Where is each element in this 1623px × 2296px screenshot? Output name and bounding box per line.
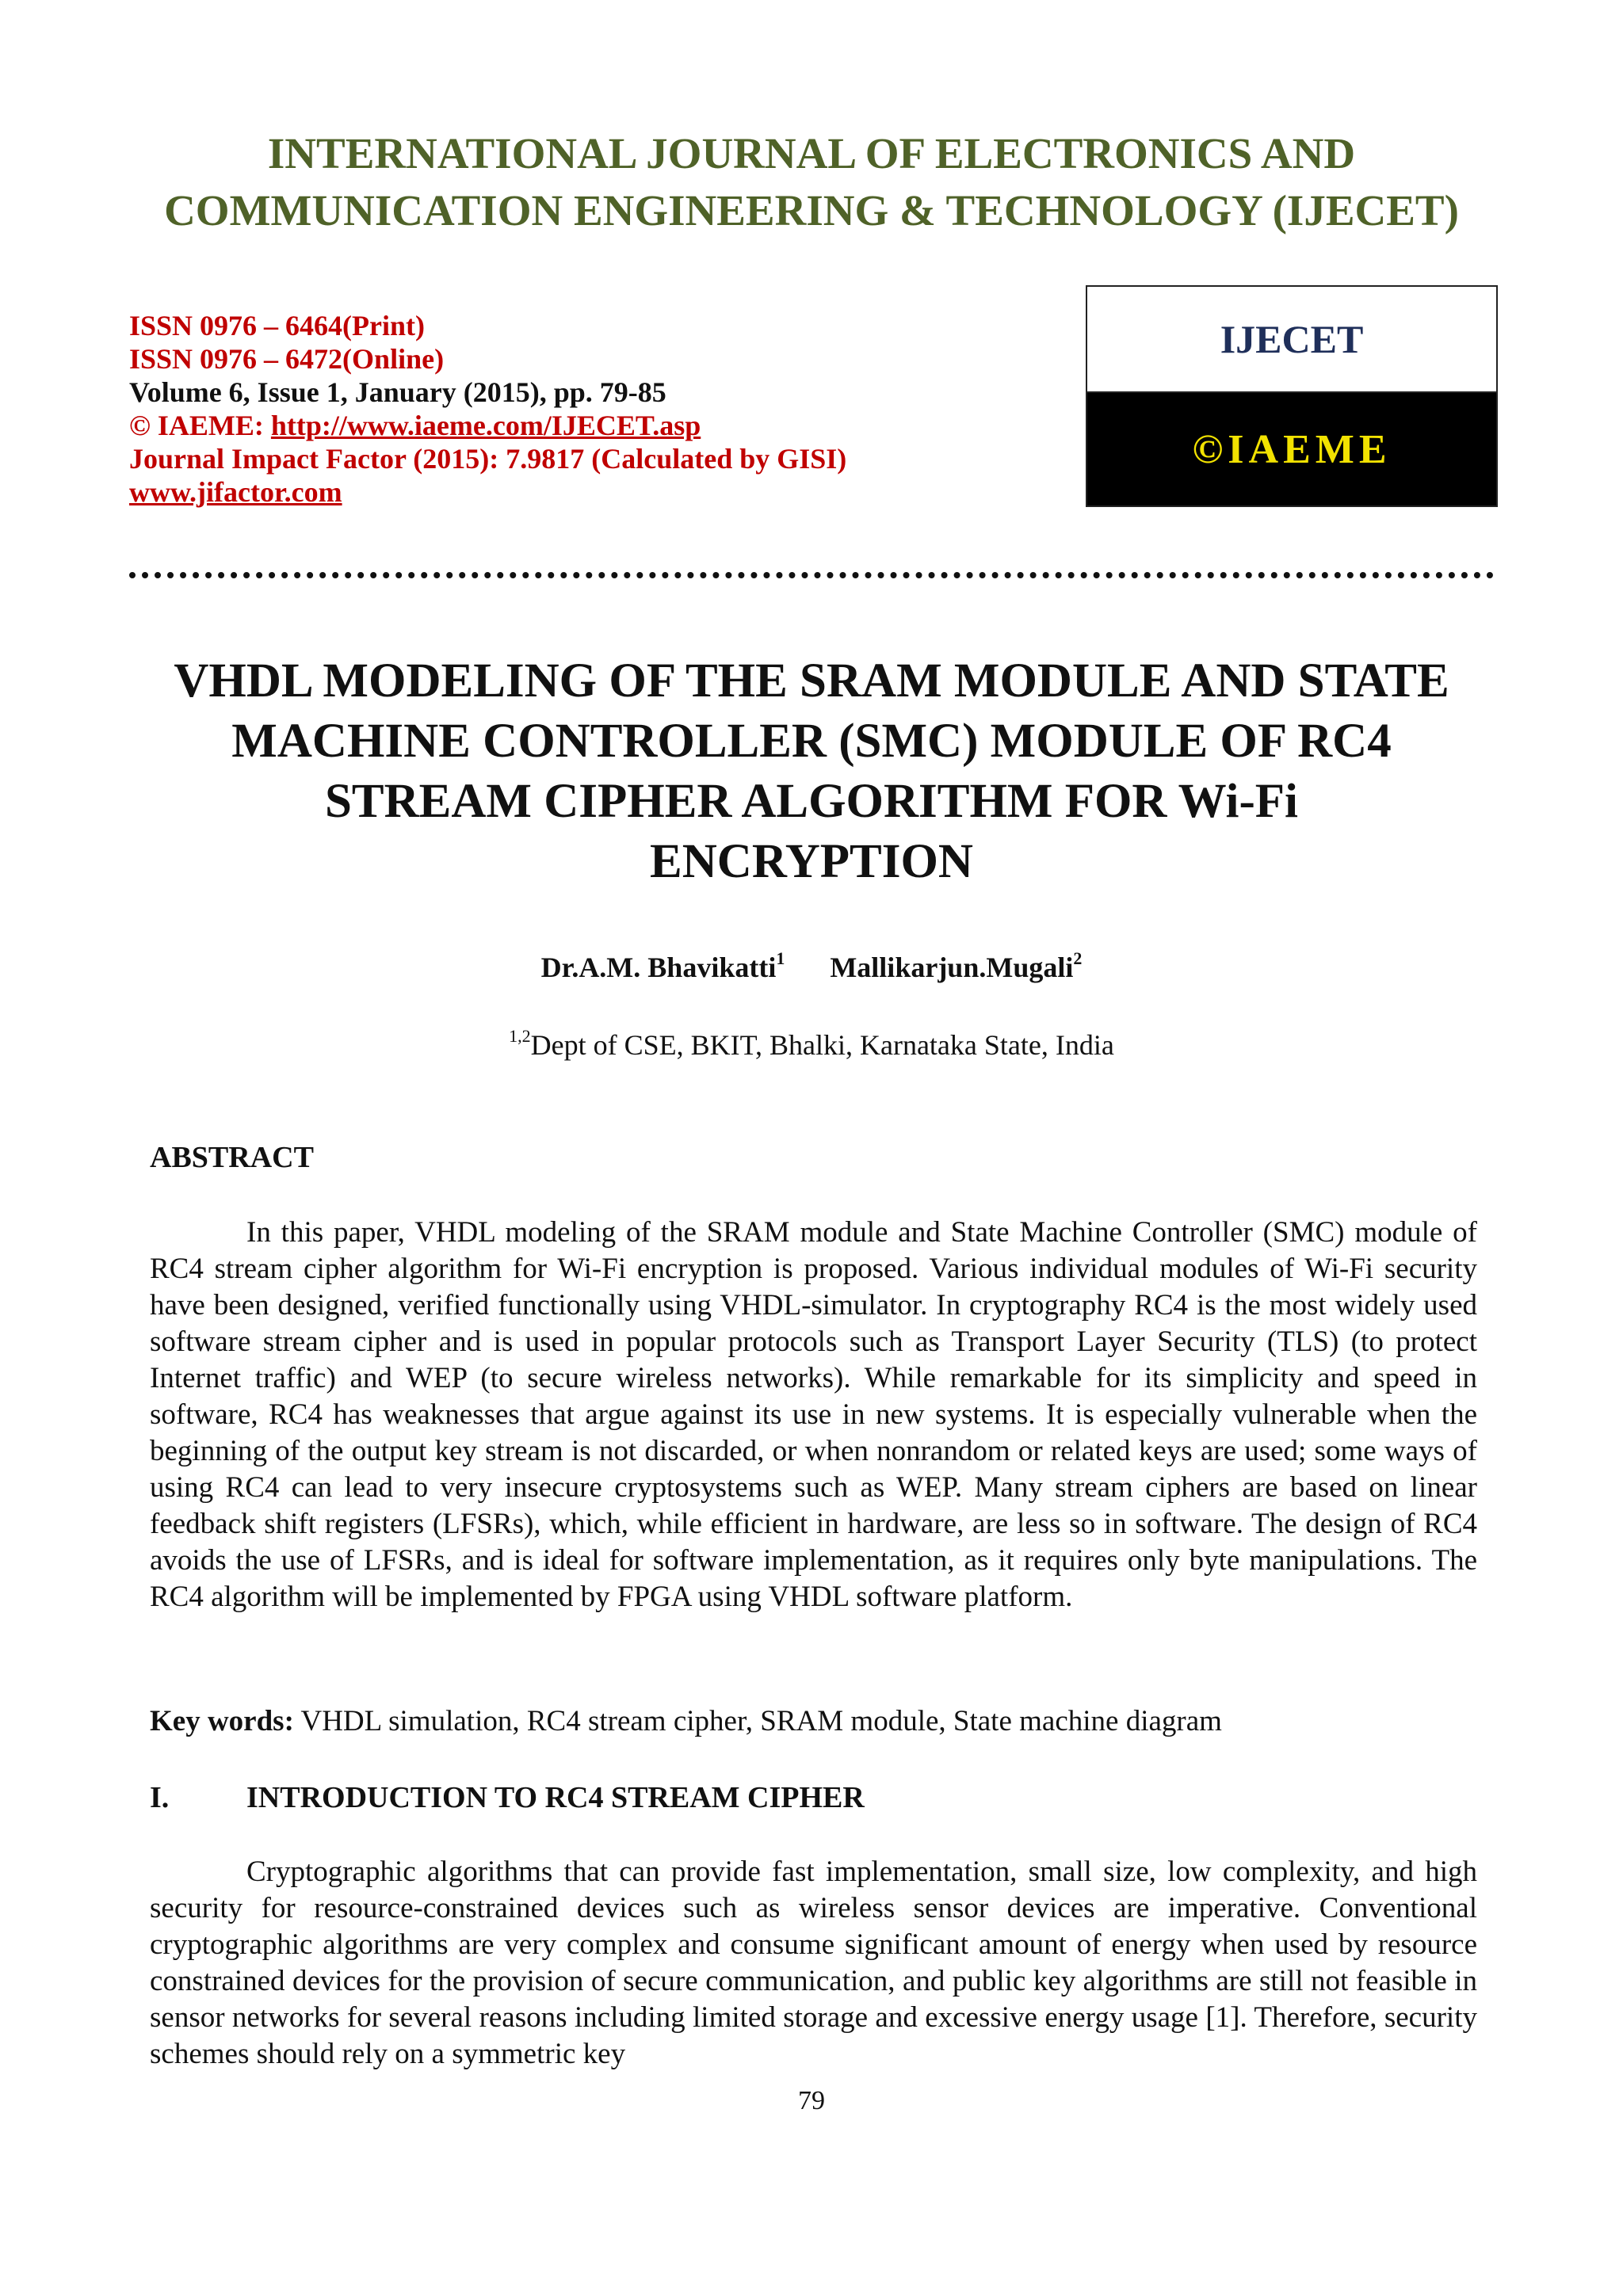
ijecet-logo xyxy=(1086,285,1498,507)
affiliation xyxy=(0,1027,1623,1063)
volume-info: Volume 6, Issue 1, January (2015), pp. 79-85 xyxy=(129,376,666,408)
intro-text: Cryptographic algorithms that can provide fast implementation, small size, low complexity, and high security for resource-constrained devices such as wireless sensor devices are imperative. Conventional cryptographic algorithms are very complex and consume significant amount of energy when used by resource constrained devices for the provision of secure communication, and public key algorithms are still not feasible in sensor networks for several reasons including limited storage and excessive energy usage [1]. Therefore, security schemes should rely on a symmetric key xyxy=(150,1855,1477,2070)
paper-title-line: MACHINE CONTROLLER (SMC) MODULE OF RC4 xyxy=(231,715,1392,768)
dotted-divider xyxy=(129,572,1494,578)
logo-bottom-text: ©IAEME xyxy=(1087,393,1496,505)
journal-title xyxy=(119,125,1504,239)
keywords-label: Key words: xyxy=(150,1705,294,1737)
logo-top-text: IJECET xyxy=(1087,287,1496,393)
abstract-text: In this paper, VHDL modeling of the SRAM module and State Machine Controller (SMC) module of RC4 stream cipher algorithm for Wi-Fi encryption is proposed. Various individual modules of Wi-Fi security have been designed, verified functionally using VHDL-simulator. In cryptography RC4 is the most widely used software stream cipher and is used in popular protocols such as Transport Layer Security (TLS) (to protect Internet traffic) and WEP (to secure wireless networks). While remarkable for its simplicity and speed in software, RC4 has weaknesses that argue against its use in new systems. It is especially vulnerable when the beginning of the output key stream is not discarded, or when nonrandom or related keys are used; some ways of using RC4 can lead to very insecure cryptosystems such as WEP. Many stream ciphers are based on linear feedback shift registers (LFSRs), which, while efficient in hardware, are less so in software. The design of RC4 avoids the use of LFSRs, and is ideal for software implementation, as it requires only byte manipulations. The RC4 algorithm will be implemented by FPGA using VHDL software platform. xyxy=(150,1216,1477,1613)
jifactor-line xyxy=(129,475,846,509)
author-1 xyxy=(540,948,785,983)
section-number: I. xyxy=(150,1781,170,1814)
issn-online: ISSN 0976 – 6472(Online) xyxy=(129,343,445,375)
page-number: 79 xyxy=(798,2086,825,2115)
author-2 xyxy=(830,948,1083,983)
impact-factor: Journal Impact Factor (2015): 7.9817 (Calculated by GISI) xyxy=(129,443,847,475)
paper-title-line: ENCRYPTION xyxy=(650,835,973,888)
abstract-heading: ABSTRACT xyxy=(150,1141,314,1174)
paper-title-line: VHDL MODELING OF THE SRAM MODULE AND STATE xyxy=(174,654,1449,707)
paper-title-line: STREAM CIPHER ALGORITHM FOR Wi-Fi xyxy=(324,775,1298,828)
section-title: INTRODUCTION TO RC4 STREAM CIPHER xyxy=(246,1781,865,1814)
jifactor-link[interactable]: www.jifactor.com xyxy=(129,476,342,508)
keywords-text: VHDL simulation, RC4 stream cipher, SRAM module, State machine diagram xyxy=(293,1705,1222,1737)
author-sup: 1 xyxy=(776,948,785,968)
keywords xyxy=(150,1703,1477,1740)
paper-title xyxy=(119,651,1504,892)
iaeme-line xyxy=(129,409,846,442)
authors xyxy=(0,949,1623,986)
author-name: Dr.A.M. Bhavikatti xyxy=(540,952,777,983)
issn-print: ISSN 0976 – 6464(Print) xyxy=(129,310,426,341)
iaeme-link[interactable]: http://www.iaeme.com/IJECET.asp xyxy=(270,410,701,441)
journal-title-line: COMMUNICATION ENGINEERING & TECHNOLOGY (IJECET) xyxy=(164,186,1459,235)
author-sup: 2 xyxy=(1073,948,1083,968)
journal-info xyxy=(129,309,846,509)
section-heading xyxy=(150,1779,865,1816)
affiliation-sup: 1,2 xyxy=(509,1026,531,1046)
author-name: Mallikarjun.Mugali xyxy=(830,952,1074,983)
iaeme-prefix: © IAEME: xyxy=(129,410,271,441)
affiliation-text: Dept of CSE, BKIT, Bhalki, Karnataka State, India xyxy=(530,1029,1114,1061)
journal-title-line: INTERNATIONAL JOURNAL OF ELECTRONICS AND xyxy=(267,129,1356,177)
